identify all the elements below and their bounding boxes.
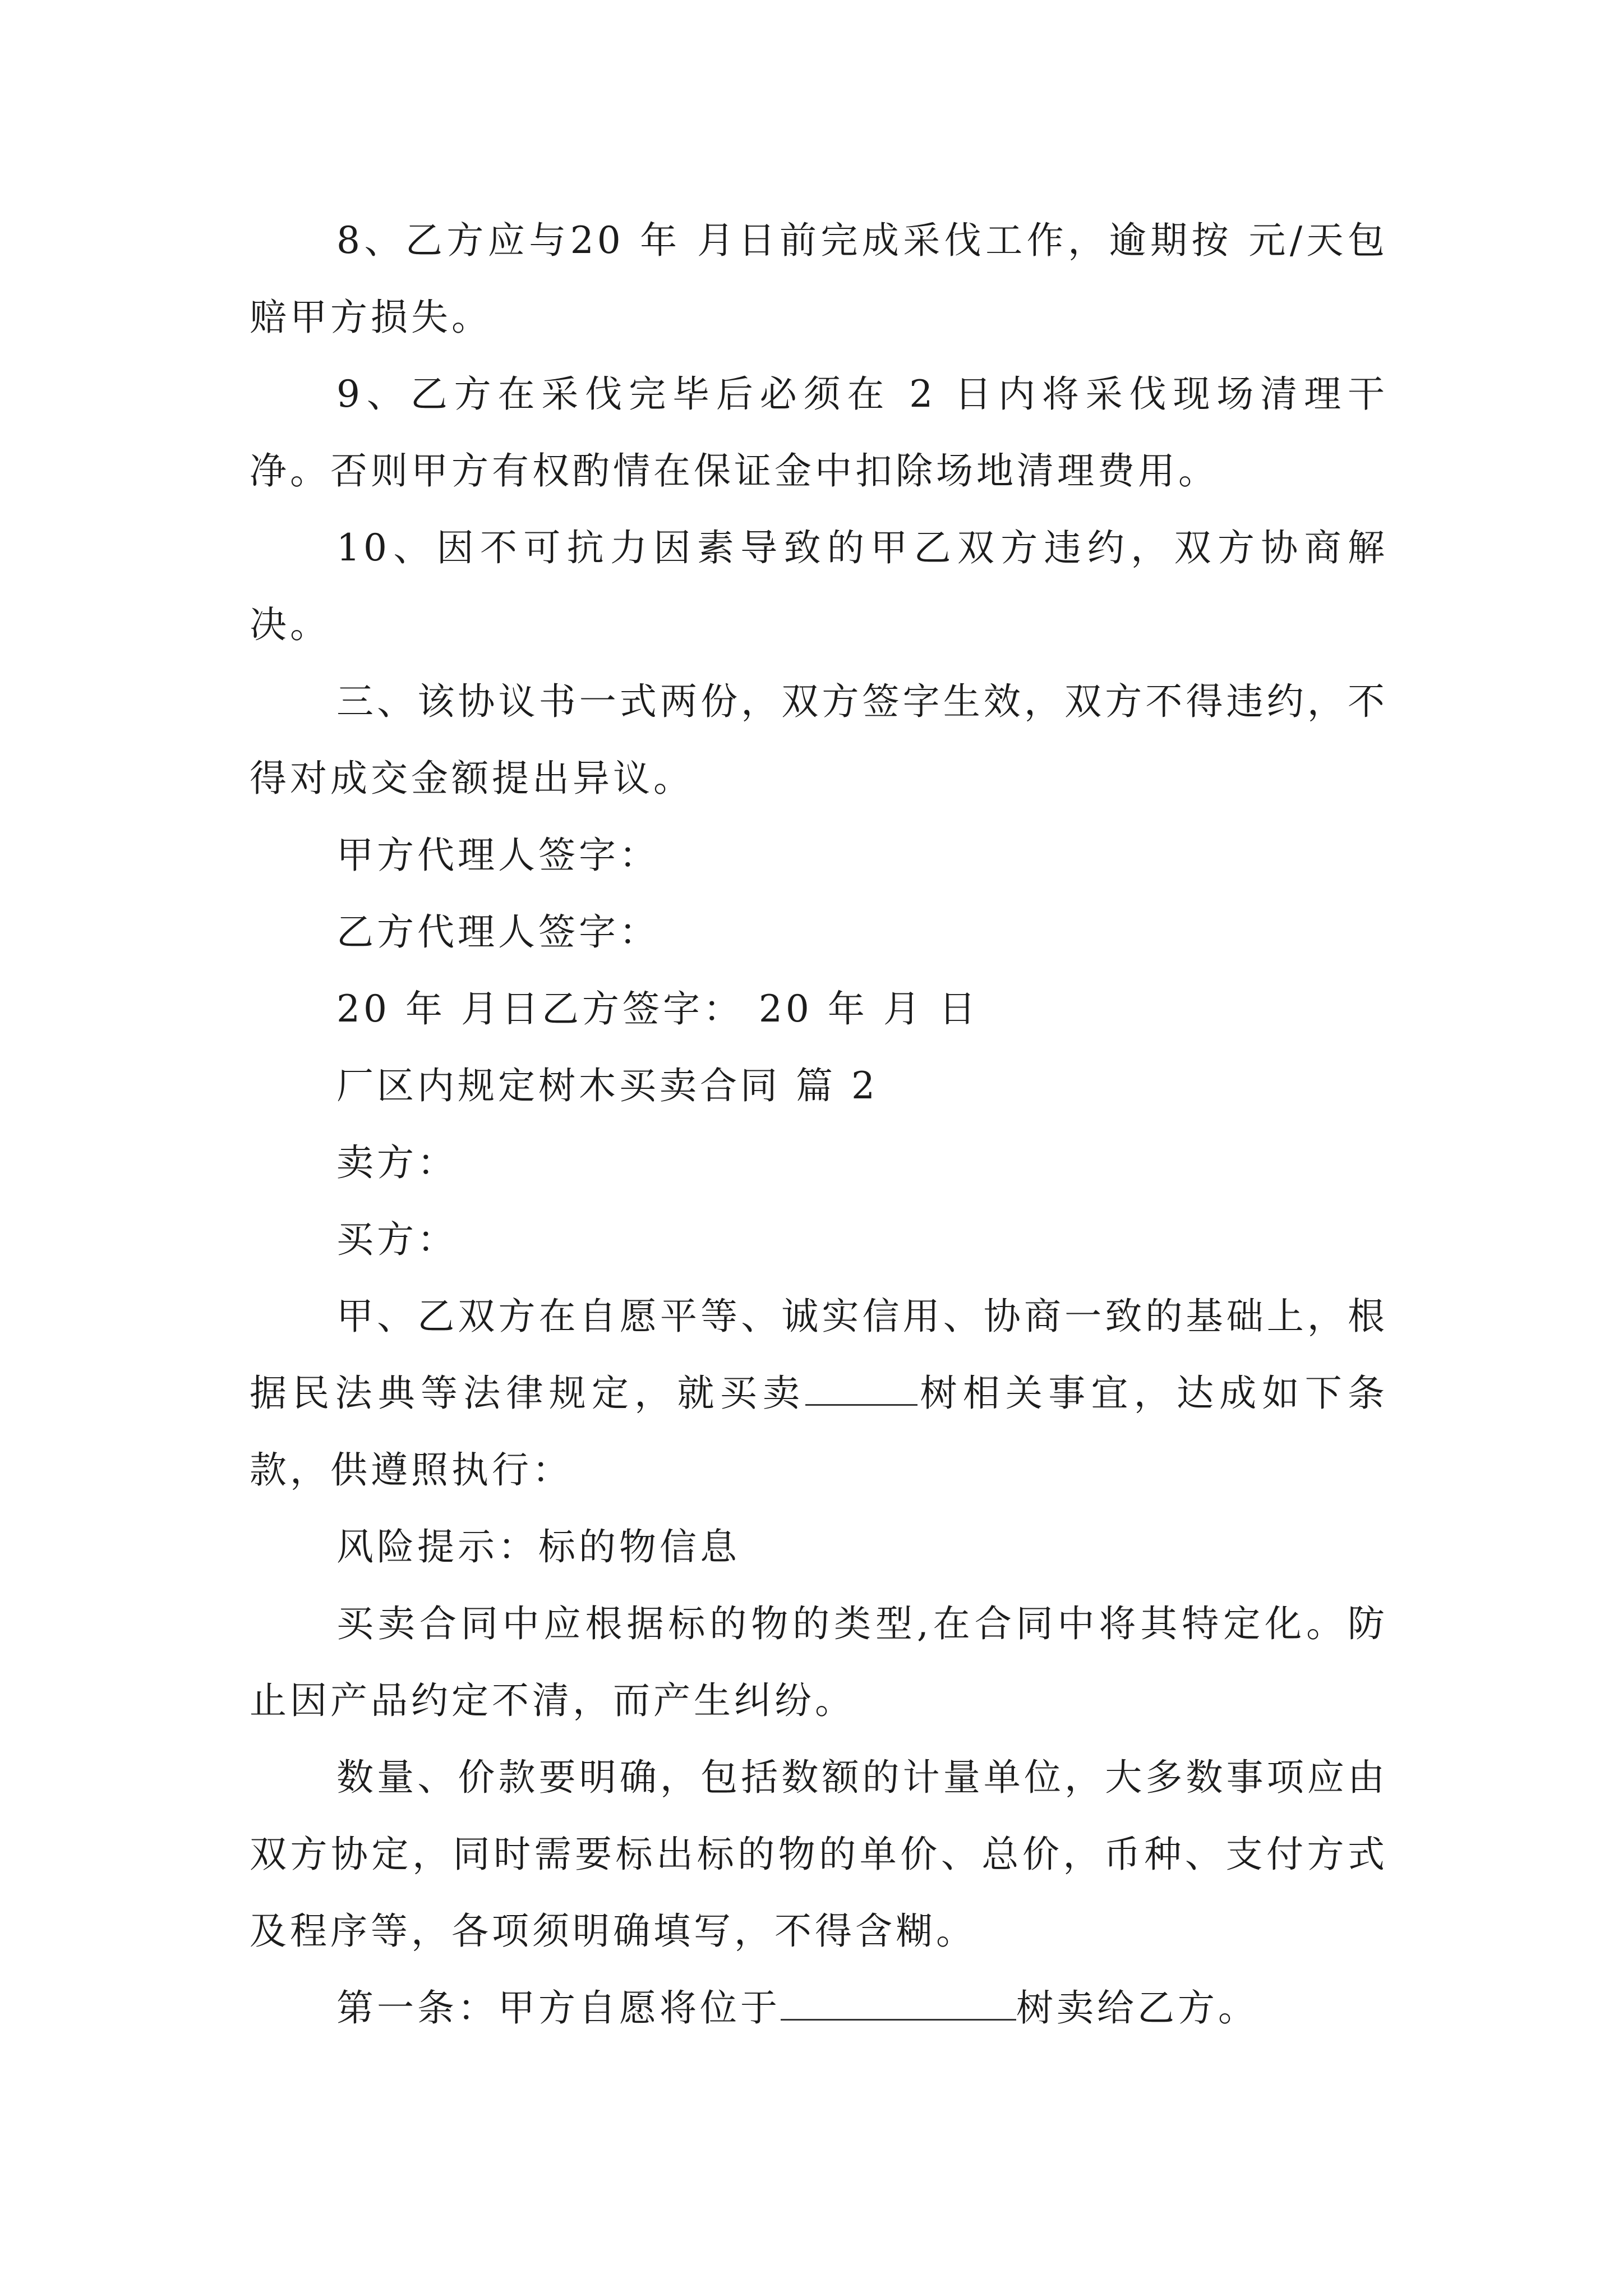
tree-type-blank [805, 1370, 917, 1406]
clause-10: 10、因不可抗力因素导致的甲乙双方违约，双方协商解决。 [250, 526, 1388, 646]
article-1-before: 第一条：甲方自愿将位于 [336, 1986, 781, 2030]
location-blank [781, 1985, 1016, 2021]
party-a-agent-signature: 甲方代理人签字： [336, 834, 660, 877]
article-1 [250, 1970, 1388, 2046]
party-b-agent-signature: 乙方代理人签字： [336, 910, 660, 954]
risk-tip-2: 数量、价款要明确，包括数额的计量单位，大多数事项应由双方协定，同时需要标出标的物的单价、总价，币种、支付方式及程序等，各项须明确填写，不得含糊。 [250, 1756, 1388, 1953]
risk-tip-1: 买卖合同中应根据标的物的类型,在合同中将其特定化。防止因产品约定不清，而产生纠纷。 [250, 1602, 1388, 1722]
clause-9: 9、乙方在采伐完毕后必须在 2 日内将采伐现场清理干净。否则甲方有权酌情在保证金中扣除场地清理费用。 [250, 372, 1388, 493]
risk-tip-heading: 风险提示：标的物信息 [336, 1525, 740, 1568]
preamble-before: 甲、乙双方在自愿平等、诚实信用、协商一致的基础上，根据民法典等法律规定，就买卖 [250, 1295, 1388, 1415]
article-1-after: 树卖给乙方。 [1016, 1986, 1258, 2030]
signature-date-line: 20 年 月日乙方签字： 20 年 月 日 [336, 987, 979, 1030]
clause-8: 8、乙方应与20 年 月日前完成采伐工作，逾期按 元/天包赔甲方损失。 [250, 219, 1388, 339]
contract-heading: 厂区内规定树木买卖合同 篇 2 [336, 1064, 878, 1107]
preamble [250, 1278, 1388, 1508]
preamble-after: 树相关事宜，达成如下条款，供遵照执行： [250, 1372, 1388, 1492]
buyer-line: 买方： [336, 1218, 458, 1261]
seller-line: 卖方： [336, 1141, 458, 1184]
section-3: 三、该协议书一式两份，双方签字生效，双方不得违约，不得对成交金额提出异议。 [250, 680, 1388, 800]
document-body [250, 202, 1388, 2046]
